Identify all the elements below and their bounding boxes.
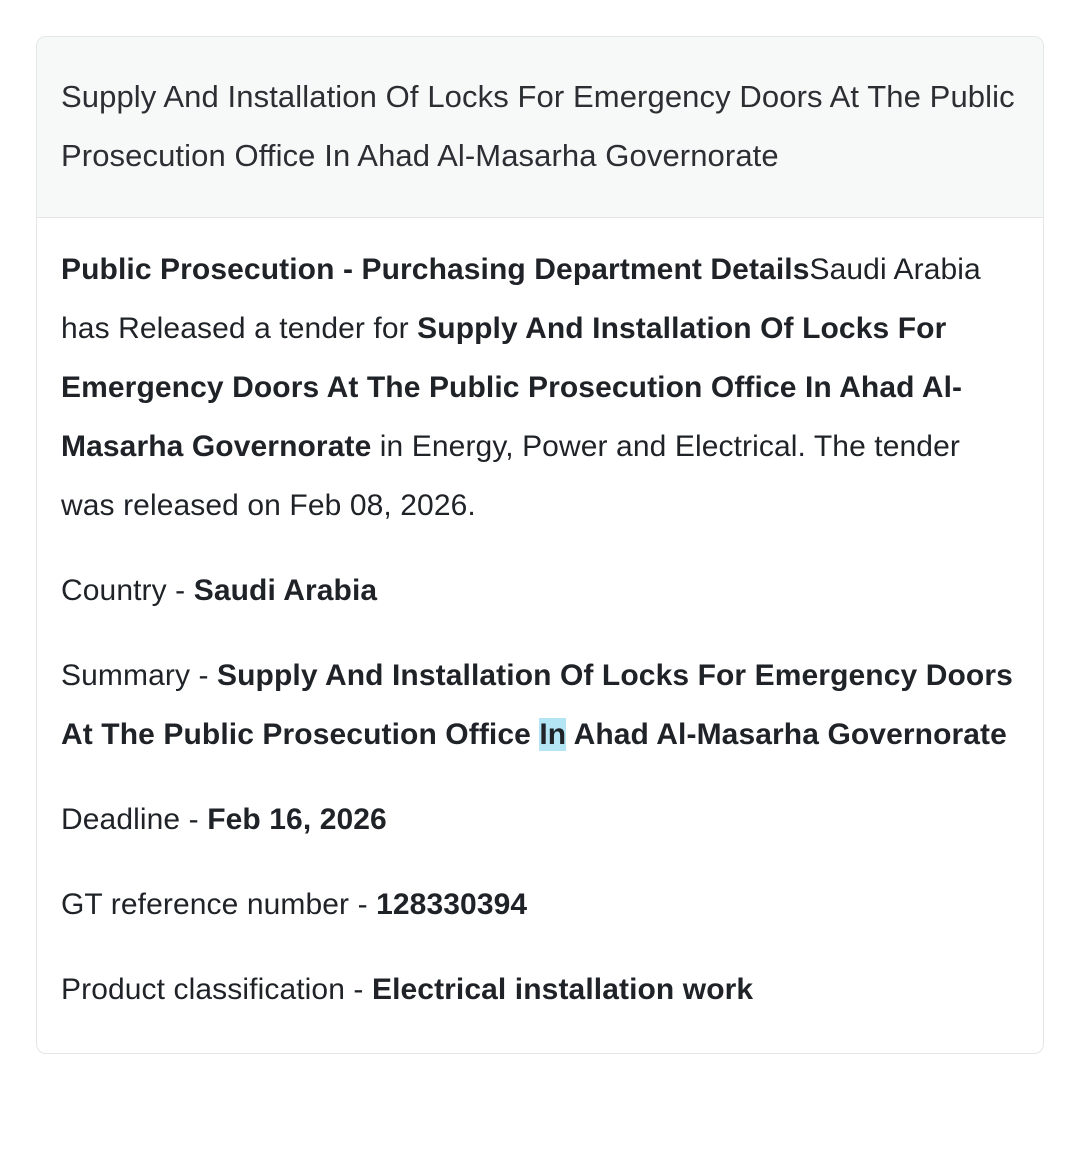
field-summary-highlight: In [539, 718, 567, 751]
org-heading: Public Prosecution - Purchasing Department Details [61, 253, 810, 286]
field-country [61, 561, 1019, 620]
intro-tender-name: Supply And Installation Of Locks For Emergency Doors At The Public Prosecution Office In Ahad Al-Masarha Governorate [61, 312, 963, 463]
field-product-classification-label: Product classification - [61, 973, 372, 1006]
intro-middle: in Energy, Power and Electrical. The tender was released on Feb 08, 2026. [61, 430, 960, 522]
field-product-classification-value: Electrical installation work [371, 973, 754, 1006]
field-deadline-label: Deadline - [61, 803, 208, 836]
field-gt-reference-number-value: 128330394 [376, 888, 528, 921]
tender-card [36, 36, 1044, 1054]
field-product-classification [61, 960, 1019, 1019]
tender-description [61, 240, 1019, 535]
card-header [37, 37, 1043, 218]
field-summary-label: Summary - [61, 659, 218, 692]
field-deadline-value: Feb 16, 2026 [207, 803, 387, 836]
field-gt-reference-number-label: GT reference number - [61, 888, 377, 921]
field-gt-reference-number [61, 875, 1019, 934]
intro-prefix: Saudi Arabia has Released a tender for [61, 253, 981, 345]
card-body [37, 218, 1043, 1053]
field-summary-value: Supply And Installation Of Locks For Emergency Doors At The Public Prosecution Office [61, 659, 1013, 751]
field-deadline [61, 790, 1019, 849]
page-title: Supply And Installation Of Locks For Emergency Doors At The Public Prosecution Office In Ahad Al-Masarha Governorate [61, 79, 1015, 173]
field-summary [61, 646, 1019, 764]
field-summary-value-tail: Ahad Al-Masarha Governorate [566, 718, 1007, 751]
field-country-value: Saudi Arabia [193, 574, 378, 607]
field-country-label: Country - [61, 574, 194, 607]
